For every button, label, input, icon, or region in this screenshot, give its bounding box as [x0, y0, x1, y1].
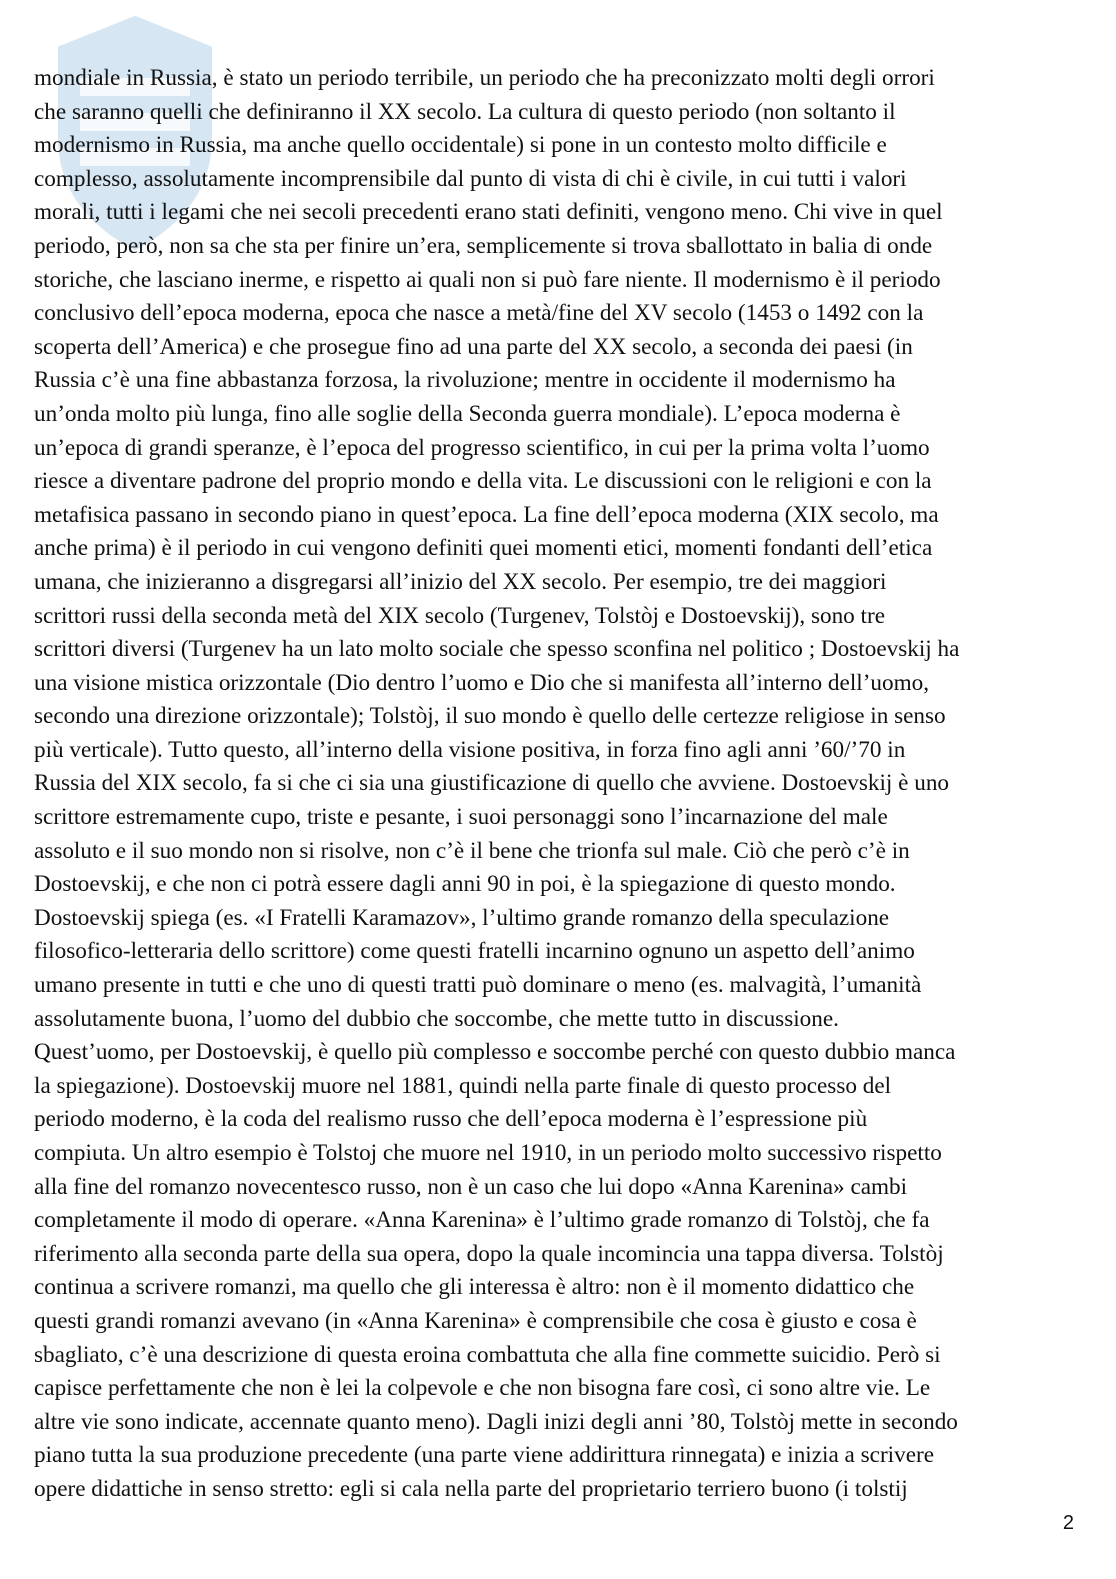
text-line: altre vie sono indicate, accennate quanto meno). Dagli inizi degli anni ’80, Tolstòj mette in secondo	[34, 1408, 958, 1435]
text-line: periodo, però, non sa che sta per finire un’era, semplicemente si trova sballottato in balia di onde	[34, 232, 933, 259]
text-line: questi grandi romanzi avevano (in «Anna Karenina» è comprensibile che cosa è giusto e cosa è	[34, 1307, 917, 1334]
text-line: continua a scrivere romanzi, ma quello che gli interessa è altro: non è il momento didattico che	[34, 1274, 915, 1301]
text-line: riesce a diventare padrone del proprio mondo e della vita. Le discussioni con le religioni e con la	[34, 468, 932, 495]
text-line: Russia c’è una fine abbastanza forzosa, la rivoluzione; mentre in occidente il modernismo ha	[34, 367, 896, 394]
body-text	[34, 62, 1094, 1507]
text-line: piano tutta la sua produzione precedente (una parte viene addirittura rinnegata) e inizia a scrivere	[34, 1442, 935, 1469]
text-line: un’epoca di grandi speranze, è l’epoca del progresso scientifico, in cui per la prima volta l’uomo	[34, 434, 930, 461]
text-line: modernismo in Russia, ma anche quello occidentale) si pone in un contesto molto difficile e	[34, 132, 887, 159]
text-line: periodo moderno, è la coda del realismo russo che dell’epoca moderna è l’espressione più	[34, 1106, 868, 1133]
text-line: compiuta. Un altro esempio è Tolstoj che muore nel 1910, in un periodo molto successivo rispetto	[34, 1140, 942, 1166]
text-line: scrittori russi della seconda metà del XIX secolo (Turgenev, Tolstòj e Dostoevskij), sono tre	[34, 602, 886, 629]
page-number: 2	[1062, 1512, 1074, 1534]
text-line: complesso, assolutamente incomprensibile dal punto di vista di chi è civile, in cui tutti i valori	[34, 165, 907, 192]
text-line: umana, che inizieranno a disgregarsi all’inizio del XX secolo. Per esempio, tre dei maggiori	[34, 568, 887, 595]
text-line: opere didattiche in senso stretto: egli si cala nella parte del proprietario terriero buono (i tolstij	[34, 1475, 908, 1502]
text-line: alla fine del romanzo novecentesco russo, non è un caso che lui dopo «Anna Karenina» cambi	[34, 1173, 908, 1200]
text-line: scrittori diversi (Turgenev ha un lato molto sociale che spesso sconfina nel politico ; Dostoevskij ha	[34, 636, 960, 663]
text-line: una visione mistica orizzontale (Dio dentro l’uomo e Dio che si manifesta all’interno dell’uomo,	[34, 669, 930, 696]
text-line: assolutamente buona, l’uomo del dubbio che soccombe, che mette tutto in discussione.	[34, 1005, 839, 1032]
text-line: metafisica passano in secondo piano in quest’epoca. La fine dell’epoca moderna (XIX secolo, ma	[34, 501, 939, 528]
text-line: Dostoevskij spiega (es. «I Fratelli Karamazov», l’ultimo grande romanzo della speculazione	[34, 904, 890, 931]
text-line: umano presente in tutti e che uno di questi tratti può dominare o meno (es. malvagità, l’umanità	[34, 972, 922, 999]
text-line: scoperta dell’America) e che prosegue fino ad una parte del XX secolo, a seconda dei paesi (in	[34, 333, 913, 360]
text-line: completamente il modo di operare. «Anna Karenina» è l’ultimo grade romanzo di Tolstòj, che fa	[34, 1207, 930, 1234]
text-line: un’onda molto più lunga, fino alle soglie della Seconda guerra mondiale). L’epoca moderna è	[34, 400, 901, 427]
text-line: la spiegazione). Dostoevskij muore nel 1881, quindi nella parte finale di questo processo del	[34, 1072, 892, 1099]
text-line: storiche, che lasciano inerme, e rispetto ai quali non si può fare niente. Il modernismo è il periodo	[34, 266, 941, 293]
text-line: più verticale). Tutto questo, all’interno della visione positiva, in forza fino agli anni ’60/’70 in	[34, 736, 906, 763]
text-line: conclusivo dell’epoca moderna, epoca che nasce a metà/fine del XV secolo (1453 o 1492 con la	[34, 300, 924, 327]
text-line: assoluto e il suo mondo non si risolve, non c’è il bene che trionfa sul male. Ciò che però c’è in	[34, 837, 910, 864]
text-line: mondiale in Russia, è stato un periodo terribile, un periodo che ha preconizzato molti degli orrori	[34, 65, 935, 91]
text-line: secondo una direzione orizzontale); Tolstòj, il suo mondo è quello delle certezze religiose in senso	[34, 703, 946, 730]
text-line: sbagliato, c’è una descrizione di questa eroina combattuta che alla fine commette suicidio. Però si	[34, 1341, 941, 1368]
text-line: anche prima) è il periodo in cui vengono definiti quei momenti etici, momenti fondanti dell’etica	[34, 535, 933, 562]
text-line: che saranno quelli che definiranno il XX secolo. La cultura di questo periodo (non soltanto il	[34, 98, 896, 125]
text-line: filosofico-letteraria dello scrittore) come questi fratelli incarnino ognuno un aspetto dell’animo	[34, 938, 915, 965]
text-line: Quest’uomo, per Dostoevskij, è quello più complesso e soccombe perché con questo dubbio manca	[34, 1039, 956, 1066]
text-line: scrittore estremamente cupo, triste e pesante, i suoi personaggi sono l’incarnazione del male	[34, 804, 888, 831]
text-line: capisce perfettamente che non è lei la colpevole e che non bisogna fare così, ci sono altre vie. Le	[34, 1375, 931, 1402]
text-line: morali, tutti i legami che nei secoli precedenti erano stati definiti, vengono meno. Chi vive in quel	[34, 199, 943, 226]
text-line: Dostoevskij, e che non ci potrà essere dagli anni 90 in poi, è la spiegazione di questo mondo.	[34, 871, 896, 898]
text-line: riferimento alla seconda parte della sua opera, dopo la quale incomincia una tappa diversa. Tolstòj	[34, 1240, 944, 1267]
text-line: Russia del XIX secolo, fa si che ci sia una giustificazione di quello che avviene. Dostoevskij è uno	[34, 770, 950, 797]
